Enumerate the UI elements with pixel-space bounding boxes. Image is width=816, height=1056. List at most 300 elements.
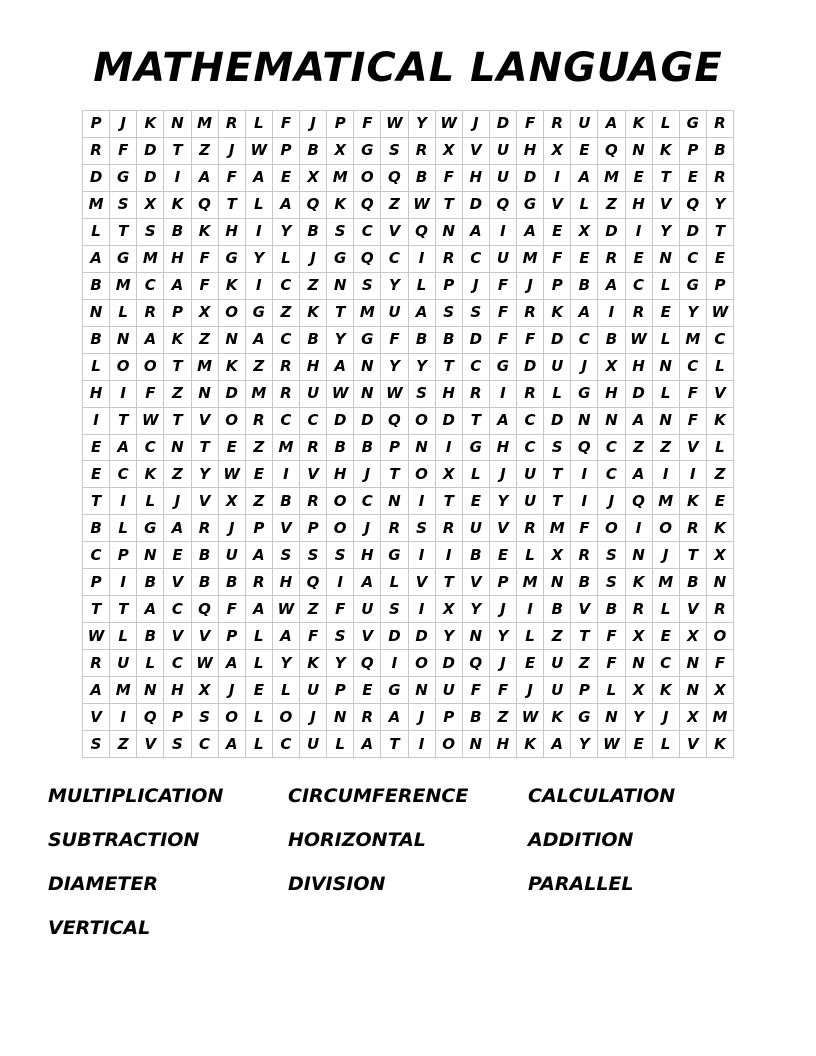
grid-cell[interactable]: Q [680,192,707,219]
grid-cell[interactable]: V [192,488,219,515]
grid-cell[interactable]: H [273,569,300,596]
grid-cell[interactable]: E [517,650,544,677]
grid-cell[interactable]: Y [409,354,436,381]
grid-cell[interactable]: P [327,677,354,704]
grid-cell[interactable]: S [463,300,490,327]
grid-cell[interactable]: K [137,461,164,488]
grid-cell[interactable]: A [137,327,164,354]
grid-cell[interactable]: T [327,300,354,327]
grid-cell[interactable]: L [653,596,680,623]
grid-cell[interactable]: E [544,219,571,246]
grid-cell[interactable]: S [409,515,436,542]
grid-cell[interactable]: K [300,300,327,327]
grid-cell[interactable]: W [381,381,408,408]
grid-cell[interactable]: L [83,219,110,246]
grid-cell[interactable]: P [83,111,110,138]
grid-cell[interactable]: W [192,650,219,677]
grid-cell[interactable]: D [490,111,517,138]
grid-cell[interactable]: E [354,677,381,704]
grid-cell[interactable]: C [463,354,490,381]
grid-cell[interactable]: H [164,677,191,704]
grid-cell[interactable]: S [598,569,625,596]
grid-cell[interactable]: P [436,273,463,300]
grid-cell[interactable]: H [83,381,110,408]
grid-cell[interactable]: R [381,515,408,542]
grid-cell[interactable]: B [300,219,327,246]
grid-cell[interactable]: K [626,111,653,138]
grid-cell[interactable]: Y [680,300,707,327]
grid-cell[interactable]: D [409,623,436,650]
grid-cell[interactable]: M [653,569,680,596]
grid-cell[interactable]: O [409,408,436,435]
grid-cell[interactable]: J [164,488,191,515]
grid-cell[interactable]: F [517,327,544,354]
grid-cell[interactable]: U [110,650,137,677]
grid-cell[interactable]: K [626,569,653,596]
grid-cell[interactable]: W [707,300,734,327]
grid-cell[interactable]: R [598,246,625,273]
grid-cell[interactable]: L [110,300,137,327]
grid-cell[interactable]: B [83,515,110,542]
grid-cell[interactable]: D [598,219,625,246]
grid-cell[interactable]: D [137,138,164,165]
grid-cell[interactable]: I [436,542,463,569]
grid-cell[interactable]: U [219,542,246,569]
grid-cell[interactable]: P [571,677,598,704]
grid-cell[interactable]: V [192,408,219,435]
grid-cell[interactable]: Z [192,138,219,165]
grid-cell[interactable]: V [164,569,191,596]
grid-cell[interactable]: B [83,273,110,300]
grid-cell[interactable]: I [626,219,653,246]
grid-cell[interactable]: R [680,515,707,542]
grid-cell[interactable]: T [436,569,463,596]
grid-cell[interactable]: N [192,381,219,408]
grid-cell[interactable]: E [83,461,110,488]
grid-cell[interactable]: R [219,111,246,138]
grid-cell[interactable]: F [327,596,354,623]
grid-cell[interactable]: T [164,354,191,381]
grid-cell[interactable]: F [354,111,381,138]
grid-cell[interactable]: L [653,111,680,138]
grid-cell[interactable]: W [598,731,625,758]
grid-cell[interactable]: W [246,138,273,165]
grid-cell[interactable]: T [110,596,137,623]
grid-cell[interactable]: I [517,596,544,623]
grid-cell[interactable]: F [571,515,598,542]
grid-cell[interactable]: P [164,300,191,327]
grid-cell[interactable]: K [707,515,734,542]
grid-cell[interactable]: A [490,408,517,435]
grid-cell[interactable]: H [598,381,625,408]
grid-cell[interactable]: K [680,488,707,515]
grid-cell[interactable]: J [300,704,327,731]
grid-cell[interactable]: X [436,461,463,488]
grid-cell[interactable]: X [436,138,463,165]
grid-cell[interactable]: C [137,435,164,462]
grid-cell[interactable]: G [110,246,137,273]
grid-cell[interactable]: A [219,731,246,758]
grid-cell[interactable]: I [409,542,436,569]
grid-cell[interactable]: T [110,408,137,435]
grid-cell[interactable]: A [354,731,381,758]
grid-cell[interactable]: G [571,704,598,731]
grid-cell[interactable]: B [707,138,734,165]
grid-cell[interactable]: Y [327,327,354,354]
grid-cell[interactable]: F [219,596,246,623]
grid-cell[interactable]: B [300,327,327,354]
grid-cell[interactable]: Z [300,596,327,623]
grid-cell[interactable]: N [626,650,653,677]
grid-cell[interactable]: L [246,704,273,731]
grid-cell[interactable]: G [137,515,164,542]
grid-cell[interactable]: Z [246,488,273,515]
grid-cell[interactable]: K [653,138,680,165]
grid-cell[interactable]: R [544,111,571,138]
grid-cell[interactable]: B [409,327,436,354]
grid-cell[interactable]: U [300,381,327,408]
grid-cell[interactable]: E [707,246,734,273]
grid-cell[interactable]: C [680,354,707,381]
grid-cell[interactable]: B [273,488,300,515]
grid-cell[interactable]: A [83,246,110,273]
grid-cell[interactable]: N [463,731,490,758]
grid-cell[interactable]: Q [137,704,164,731]
grid-cell[interactable]: A [327,354,354,381]
grid-cell[interactable]: R [463,381,490,408]
grid-cell[interactable]: P [164,704,191,731]
grid-cell[interactable]: X [571,219,598,246]
grid-cell[interactable]: Z [300,273,327,300]
grid-cell[interactable]: T [436,354,463,381]
grid-cell[interactable]: R [707,165,734,192]
grid-cell[interactable]: E [626,731,653,758]
grid-cell[interactable]: Q [571,435,598,462]
grid-cell[interactable]: M [137,246,164,273]
grid-cell[interactable]: E [571,138,598,165]
grid-cell[interactable]: Y [246,246,273,273]
grid-cell[interactable]: R [192,515,219,542]
grid-cell[interactable]: H [436,381,463,408]
grid-cell[interactable]: K [327,192,354,219]
grid-cell[interactable]: L [137,488,164,515]
grid-cell[interactable]: S [409,381,436,408]
grid-cell[interactable]: H [164,246,191,273]
grid-cell[interactable]: M [517,246,544,273]
grid-cell[interactable]: U [463,515,490,542]
grid-cell[interactable]: I [409,596,436,623]
grid-cell[interactable]: Q [490,192,517,219]
grid-cell[interactable]: U [490,165,517,192]
grid-cell[interactable]: E [463,488,490,515]
grid-cell[interactable]: A [192,165,219,192]
grid-cell[interactable]: Q [409,219,436,246]
grid-cell[interactable]: K [137,111,164,138]
grid-cell[interactable]: V [544,192,571,219]
grid-cell[interactable]: L [517,623,544,650]
grid-cell[interactable]: I [409,246,436,273]
grid-cell[interactable]: R [626,596,653,623]
grid-cell[interactable]: I [273,461,300,488]
grid-cell[interactable]: B [463,704,490,731]
grid-cell[interactable]: D [463,327,490,354]
grid-cell[interactable]: G [571,381,598,408]
grid-cell[interactable]: D [544,408,571,435]
grid-cell[interactable]: J [219,138,246,165]
grid-cell[interactable]: L [83,354,110,381]
grid-cell[interactable]: R [83,650,110,677]
grid-cell[interactable]: K [164,327,191,354]
grid-cell[interactable]: X [680,704,707,731]
grid-cell[interactable]: L [246,731,273,758]
grid-cell[interactable]: I [571,488,598,515]
grid-cell[interactable]: S [327,542,354,569]
grid-cell[interactable]: X [626,677,653,704]
grid-cell[interactable]: R [354,704,381,731]
grid-cell[interactable]: G [680,273,707,300]
grid-cell[interactable]: N [707,569,734,596]
grid-cell[interactable]: B [137,623,164,650]
grid-cell[interactable]: Q [300,192,327,219]
grid-cell[interactable]: Y [626,704,653,731]
grid-cell[interactable]: P [680,138,707,165]
grid-cell[interactable]: V [680,435,707,462]
grid-cell[interactable]: Y [381,273,408,300]
grid-cell[interactable]: V [490,515,517,542]
grid-cell[interactable]: R [137,300,164,327]
grid-cell[interactable]: R [436,515,463,542]
grid-cell[interactable]: N [137,677,164,704]
grid-cell[interactable]: Q [354,192,381,219]
grid-cell[interactable]: E [571,246,598,273]
grid-cell[interactable]: L [110,515,137,542]
grid-cell[interactable]: S [110,192,137,219]
grid-cell[interactable]: X [626,623,653,650]
grid-cell[interactable]: S [381,596,408,623]
grid-cell[interactable]: D [463,192,490,219]
grid-cell[interactable]: S [273,542,300,569]
grid-cell[interactable]: V [409,569,436,596]
grid-cell[interactable]: L [327,731,354,758]
grid-cell[interactable]: U [571,111,598,138]
grid-cell[interactable]: B [598,596,625,623]
grid-cell[interactable]: J [110,111,137,138]
grid-cell[interactable]: Z [164,381,191,408]
grid-cell[interactable]: P [707,273,734,300]
grid-cell[interactable]: F [490,300,517,327]
grid-cell[interactable]: M [273,435,300,462]
grid-cell[interactable]: C [463,246,490,273]
grid-cell[interactable]: V [381,219,408,246]
grid-cell[interactable]: K [164,192,191,219]
grid-cell[interactable]: O [219,704,246,731]
grid-cell[interactable]: N [598,704,625,731]
grid-cell[interactable]: L [598,677,625,704]
grid-cell[interactable]: Z [626,435,653,462]
grid-cell[interactable]: B [463,542,490,569]
grid-cell[interactable]: N [110,327,137,354]
grid-cell[interactable]: F [110,138,137,165]
grid-cell[interactable]: B [571,569,598,596]
grid-cell[interactable]: W [327,381,354,408]
grid-cell[interactable]: R [83,138,110,165]
grid-cell[interactable]: X [327,138,354,165]
grid-cell[interactable]: N [626,542,653,569]
grid-cell[interactable]: T [707,219,734,246]
grid-cell[interactable]: A [219,650,246,677]
grid-cell[interactable]: X [192,677,219,704]
grid-cell[interactable]: F [137,381,164,408]
grid-cell[interactable]: D [327,408,354,435]
grid-cell[interactable]: C [381,246,408,273]
grid-cell[interactable]: X [137,192,164,219]
grid-cell[interactable]: K [192,219,219,246]
grid-cell[interactable]: T [544,461,571,488]
grid-cell[interactable]: L [517,542,544,569]
grid-cell[interactable]: U [381,300,408,327]
grid-cell[interactable]: I [490,219,517,246]
grid-cell[interactable]: J [517,677,544,704]
grid-cell[interactable]: K [219,273,246,300]
grid-cell[interactable]: I [409,731,436,758]
grid-cell[interactable]: L [653,273,680,300]
grid-cell[interactable]: T [83,488,110,515]
grid-cell[interactable]: S [164,731,191,758]
grid-cell[interactable]: P [544,273,571,300]
grid-cell[interactable]: F [680,381,707,408]
grid-cell[interactable]: H [300,354,327,381]
grid-cell[interactable]: I [436,435,463,462]
grid-cell[interactable]: O [110,354,137,381]
grid-cell[interactable]: W [626,327,653,354]
grid-cell[interactable]: K [544,300,571,327]
grid-cell[interactable]: Z [490,704,517,731]
grid-cell[interactable]: S [300,542,327,569]
grid-cell[interactable]: W [436,111,463,138]
grid-cell[interactable]: S [83,731,110,758]
grid-cell[interactable]: C [517,435,544,462]
grid-cell[interactable]: J [653,542,680,569]
grid-cell[interactable]: U [490,138,517,165]
grid-cell[interactable]: F [707,650,734,677]
grid-cell[interactable]: J [490,650,517,677]
grid-cell[interactable]: C [598,461,625,488]
grid-cell[interactable]: Q [192,192,219,219]
grid-cell[interactable]: I [164,165,191,192]
grid-cell[interactable]: E [273,165,300,192]
grid-cell[interactable]: O [137,354,164,381]
grid-cell[interactable]: O [707,623,734,650]
grid-cell[interactable]: C [517,408,544,435]
grid-cell[interactable]: M [653,488,680,515]
grid-cell[interactable]: E [246,677,273,704]
grid-cell[interactable]: N [354,381,381,408]
grid-cell[interactable]: P [83,569,110,596]
grid-cell[interactable]: J [354,515,381,542]
grid-cell[interactable]: Z [544,623,571,650]
grid-cell[interactable]: N [409,677,436,704]
grid-cell[interactable]: S [192,704,219,731]
grid-cell[interactable]: F [598,623,625,650]
grid-cell[interactable]: E [490,542,517,569]
grid-cell[interactable]: P [300,515,327,542]
grid-cell[interactable]: Z [598,192,625,219]
grid-cell[interactable]: T [381,731,408,758]
grid-cell[interactable]: E [626,165,653,192]
grid-cell[interactable]: E [626,246,653,273]
grid-cell[interactable]: T [571,623,598,650]
grid-cell[interactable]: V [137,731,164,758]
grid-cell[interactable]: M [192,354,219,381]
grid-cell[interactable]: N [83,300,110,327]
grid-cell[interactable]: C [354,219,381,246]
grid-cell[interactable]: M [598,165,625,192]
grid-cell[interactable]: S [436,300,463,327]
grid-cell[interactable]: F [490,327,517,354]
grid-cell[interactable]: F [598,650,625,677]
grid-cell[interactable]: B [598,327,625,354]
grid-cell[interactable]: I [246,273,273,300]
grid-cell[interactable]: D [436,408,463,435]
grid-cell[interactable]: R [707,596,734,623]
grid-cell[interactable]: Q [598,138,625,165]
grid-cell[interactable]: X [598,354,625,381]
grid-cell[interactable]: T [164,408,191,435]
grid-cell[interactable]: N [680,650,707,677]
grid-cell[interactable]: R [273,354,300,381]
grid-cell[interactable]: L [273,677,300,704]
grid-cell[interactable]: K [707,731,734,758]
grid-cell[interactable]: L [707,354,734,381]
grid-cell[interactable]: R [273,381,300,408]
grid-cell[interactable]: G [490,354,517,381]
grid-cell[interactable]: C [273,273,300,300]
grid-cell[interactable]: L [246,111,273,138]
grid-cell[interactable]: I [626,515,653,542]
grid-cell[interactable]: Q [463,650,490,677]
grid-cell[interactable]: M [354,300,381,327]
grid-cell[interactable]: I [381,650,408,677]
grid-cell[interactable]: Z [273,300,300,327]
grid-cell[interactable]: B [192,569,219,596]
grid-cell[interactable]: T [192,435,219,462]
grid-cell[interactable]: J [219,677,246,704]
grid-cell[interactable]: G [381,677,408,704]
grid-cell[interactable]: X [544,542,571,569]
grid-cell[interactable]: L [110,623,137,650]
grid-cell[interactable]: C [164,650,191,677]
grid-cell[interactable]: D [436,650,463,677]
grid-cell[interactable]: T [164,138,191,165]
grid-cell[interactable]: K [707,408,734,435]
grid-cell[interactable]: T [436,488,463,515]
grid-cell[interactable]: L [653,731,680,758]
grid-cell[interactable]: Z [192,327,219,354]
grid-cell[interactable]: O [273,704,300,731]
grid-cell[interactable]: E [653,623,680,650]
grid-cell[interactable]: H [327,461,354,488]
grid-cell[interactable]: J [490,461,517,488]
grid-cell[interactable]: L [707,435,734,462]
grid-cell[interactable]: H [490,435,517,462]
grid-cell[interactable]: B [83,327,110,354]
grid-cell[interactable]: D [544,327,571,354]
grid-cell[interactable]: W [137,408,164,435]
grid-cell[interactable]: N [137,542,164,569]
grid-cell[interactable]: P [327,111,354,138]
grid-cell[interactable]: D [517,354,544,381]
grid-cell[interactable]: Q [626,488,653,515]
